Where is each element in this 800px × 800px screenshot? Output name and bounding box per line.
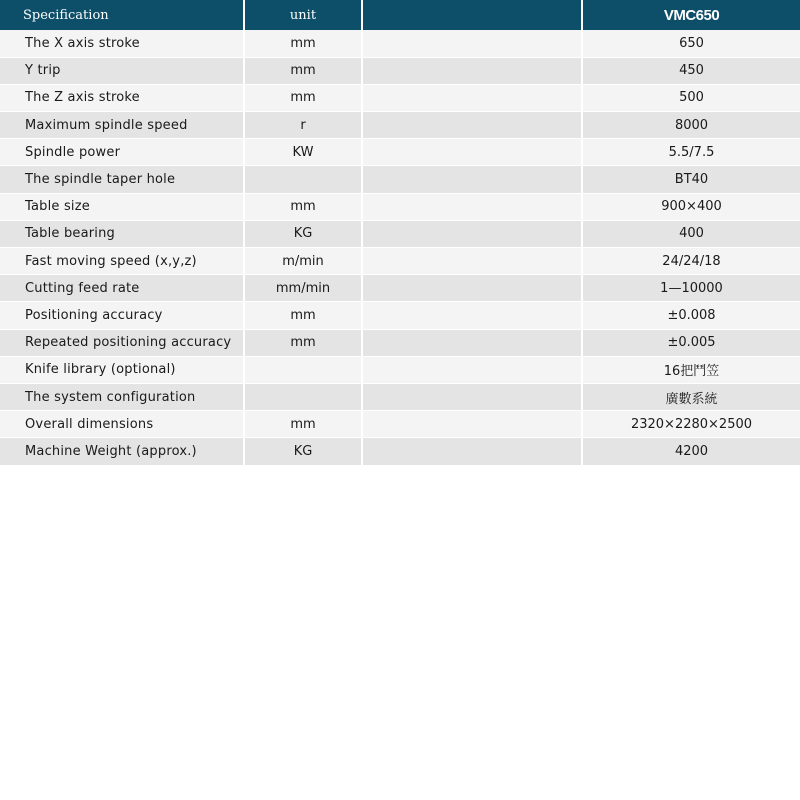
table-row [0, 166, 800, 193]
unit-cell: mm [244, 57, 362, 84]
value-cell: 400 [582, 220, 800, 247]
value-cell: 廣數系統 [582, 383, 800, 410]
unit-cell: r [244, 112, 362, 139]
spec-cell: Positioning accuracy [0, 302, 244, 329]
table-row [0, 84, 800, 111]
table-row [0, 30, 800, 57]
value-cell: ±0.008 [582, 302, 800, 329]
value-cell: 8000 [582, 112, 800, 139]
unit-cell: mm [244, 30, 362, 57]
unit-cell: KW [244, 139, 362, 166]
table-row [0, 112, 800, 139]
spec-cell: Fast moving speed (x,y,z) [0, 248, 244, 275]
spec-cell: Table size [0, 193, 244, 220]
blank-cell [362, 248, 582, 275]
unit-cell [244, 166, 362, 193]
value-cell: 4200 [582, 438, 800, 465]
blank-cell [362, 57, 582, 84]
spec-cell: The spindle taper hole [0, 166, 244, 193]
table-row [0, 57, 800, 84]
blank-cell [362, 411, 582, 438]
table-row [0, 193, 800, 220]
table-row [0, 220, 800, 247]
unit-cell: mm/min [244, 275, 362, 302]
unit-cell: mm [244, 329, 362, 356]
table-row [0, 275, 800, 302]
header-blank [362, 0, 582, 30]
spec-cell: Y trip [0, 57, 244, 84]
blank-cell [362, 84, 582, 111]
table-row [0, 302, 800, 329]
table-row [0, 383, 800, 410]
table-body [0, 30, 800, 465]
header-model: VMC650 [582, 0, 800, 30]
value-cell: ±0.005 [582, 329, 800, 356]
table-row [0, 248, 800, 275]
table-row [0, 139, 800, 166]
blank-cell [362, 275, 582, 302]
blank-cell [362, 166, 582, 193]
value-cell: 24/24/18 [582, 248, 800, 275]
unit-cell [244, 356, 362, 383]
blank-cell [362, 356, 582, 383]
spec-cell: Overall dimensions [0, 411, 244, 438]
blank-cell [362, 112, 582, 139]
table-row [0, 329, 800, 356]
header-unit: unit [244, 0, 362, 30]
blank-cell [362, 383, 582, 410]
unit-cell: mm [244, 193, 362, 220]
value-cell: 16把鬥笠 [582, 356, 800, 383]
unit-cell: KG [244, 220, 362, 247]
table-row [0, 356, 800, 383]
value-cell: 900×400 [582, 193, 800, 220]
blank-cell [362, 30, 582, 57]
value-cell: 450 [582, 57, 800, 84]
spec-cell: Knife library (optional) [0, 356, 244, 383]
value-cell: 500 [582, 84, 800, 111]
unit-cell: m/min [244, 248, 362, 275]
value-cell: 650 [582, 30, 800, 57]
spec-cell: The X axis stroke [0, 30, 244, 57]
value-cell: 1—10000 [582, 275, 800, 302]
spec-cell: Maximum spindle speed [0, 112, 244, 139]
table-row [0, 411, 800, 438]
blank-cell [362, 220, 582, 247]
blank-cell [362, 193, 582, 220]
unit-cell: mm [244, 84, 362, 111]
blank-cell [362, 302, 582, 329]
blank-cell [362, 329, 582, 356]
blank-cell [362, 139, 582, 166]
table-header [0, 0, 800, 30]
table-row [0, 438, 800, 465]
spec-cell: Cutting feed rate [0, 275, 244, 302]
header-row [0, 0, 800, 30]
spec-cell: The Z axis stroke [0, 84, 244, 111]
spec-cell: Table bearing [0, 220, 244, 247]
value-cell: 5.5/7.5 [582, 139, 800, 166]
value-cell: BT40 [582, 166, 800, 193]
spec-cell: The system configuration [0, 383, 244, 410]
header-specification: Specification [0, 0, 244, 30]
spec-cell: Repeated positioning accuracy [0, 329, 244, 356]
unit-cell: mm [244, 411, 362, 438]
blank-cell [362, 438, 582, 465]
spec-cell: Spindle power [0, 139, 244, 166]
value-cell: 2320×2280×2500 [582, 411, 800, 438]
unit-cell: KG [244, 438, 362, 465]
spec-cell: Machine Weight (approx.) [0, 438, 244, 465]
unit-cell: mm [244, 302, 362, 329]
unit-cell [244, 383, 362, 410]
